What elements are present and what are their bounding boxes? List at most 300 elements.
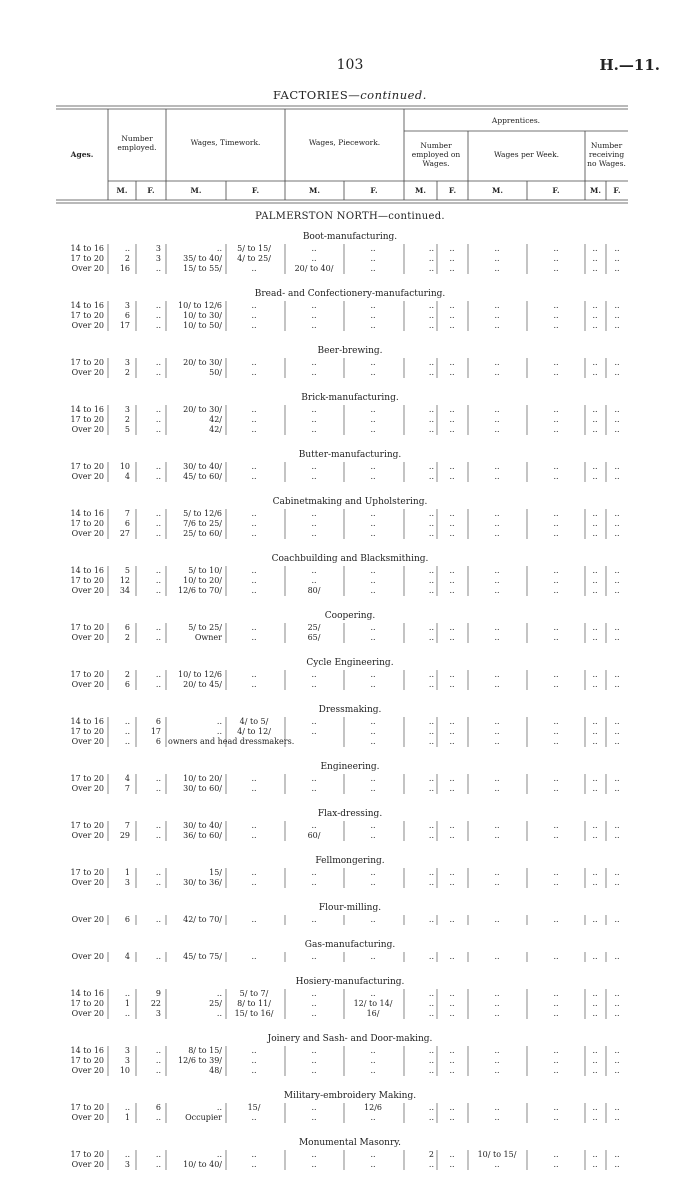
cell-tf: .. — [251, 878, 257, 887]
cell-af: .. — [449, 509, 455, 518]
cell-tf: .. — [251, 633, 257, 642]
cell-pm: .. — [311, 999, 317, 1008]
cell-am: .. — [428, 321, 434, 330]
cell-f: 3 — [155, 244, 161, 253]
cell-tm: 10/ to 12/6 — [178, 301, 222, 310]
cell-wf: .. — [553, 264, 559, 273]
cell-wf: .. — [553, 737, 559, 746]
cell-am: .. — [428, 821, 434, 830]
cell-wm: .. — [494, 368, 500, 377]
col-sub-f: F. — [448, 186, 457, 195]
cell-age: Over 20 — [71, 472, 104, 481]
cell-m: 34 — [119, 586, 130, 595]
cell-nf: .. — [614, 623, 620, 632]
col-sub-m: M. — [492, 186, 503, 195]
cell-nf: .. — [614, 680, 620, 689]
cell-af: .. — [449, 1009, 455, 1018]
cell-wf: .. — [553, 1046, 559, 1055]
cell-nf: .. — [614, 989, 620, 998]
cell-tm: 5/ to 10/ — [188, 566, 222, 575]
cell-f: 3 — [155, 254, 161, 263]
cell-wf: .. — [553, 784, 559, 793]
cell-af: .. — [449, 623, 455, 632]
cell-pf: .. — [370, 244, 376, 253]
cell-m: 2 — [124, 633, 130, 642]
cell-tm: 25/ to 60/ — [183, 529, 222, 538]
cell-wf: .. — [553, 1009, 559, 1018]
cell-pf: .. — [370, 1160, 376, 1169]
cell-am: .. — [428, 264, 434, 273]
cell-pf: .. — [370, 868, 376, 877]
table-row — [0, 633, 700, 643]
cell-am: .. — [428, 519, 434, 528]
cell-af: .. — [449, 878, 455, 887]
table-row — [0, 717, 700, 727]
table-row — [0, 1150, 700, 1160]
table-row — [0, 321, 700, 331]
cell-wf: .. — [553, 952, 559, 961]
cell-wf: .. — [553, 717, 559, 726]
section-title: Butter-manufacturing. — [298, 450, 402, 460]
cell-f: 9 — [155, 989, 161, 998]
cell-tm: .. — [216, 727, 222, 736]
cell-wm: .. — [494, 472, 500, 481]
cell-pm: .. — [311, 321, 317, 330]
cell-nf: .. — [614, 868, 620, 877]
cell-af: .. — [449, 831, 455, 840]
cell-wm: .. — [494, 509, 500, 518]
cell-nf: .. — [614, 462, 620, 471]
cell-af: .. — [449, 472, 455, 481]
cell-pf: .. — [370, 566, 376, 575]
cell-nm: .. — [592, 1103, 598, 1112]
cell-wm: .. — [494, 264, 500, 273]
cell-tf: .. — [251, 774, 257, 783]
cell-wf: .. — [553, 244, 559, 253]
table-row — [0, 509, 700, 519]
cell-af: .. — [449, 670, 455, 679]
cell-tm: 12/6 to 70/ — [178, 586, 222, 595]
cell-m: 3 — [124, 358, 130, 367]
cell-m: 5 — [124, 425, 130, 434]
cell-m: 10 — [119, 462, 130, 471]
table-row — [0, 1160, 700, 1170]
cell-nf: .. — [614, 878, 620, 887]
cell-pm: .. — [311, 415, 317, 424]
cell-age: Over 20 — [71, 1160, 104, 1169]
cell-f: 6 — [155, 1103, 161, 1112]
table-row — [0, 999, 700, 1009]
cell-nm: .. — [592, 405, 598, 414]
cell-am: .. — [428, 576, 434, 585]
cell-age: 17 to 20 — [70, 519, 104, 528]
cell-nm: .. — [592, 529, 598, 538]
cell-nm: .. — [592, 878, 598, 887]
cell-m: .. — [124, 1103, 130, 1112]
cell-af: .. — [449, 301, 455, 310]
cell-f: .. — [155, 1150, 161, 1159]
cell-tf: .. — [251, 415, 257, 424]
table-row — [0, 1046, 700, 1056]
cell-pf: .. — [370, 576, 376, 585]
cell-pf: 16/ — [366, 1009, 380, 1018]
cell-pm: .. — [311, 915, 317, 924]
cell-am: .. — [428, 717, 434, 726]
cell-tm: 5/ to 25/ — [188, 623, 222, 632]
cell-age: 17 to 20 — [70, 670, 104, 679]
cell-pf: .. — [370, 1066, 376, 1075]
cell-m: 1 — [124, 868, 130, 877]
cell-pm: .. — [311, 254, 317, 263]
cell-tm: .. — [216, 989, 222, 998]
table-row — [0, 952, 700, 962]
cell-am: .. — [428, 784, 434, 793]
cell-am: .. — [428, 989, 434, 998]
cell-am: .. — [428, 727, 434, 736]
section-title: Beer-brewing. — [317, 346, 383, 356]
table-row — [0, 915, 700, 925]
cell-pm: .. — [311, 878, 317, 887]
cell-f: 6 — [155, 717, 161, 726]
cell-wm: .. — [494, 1066, 500, 1075]
cell-nm: .. — [592, 999, 598, 1008]
section-title: Flour-milling. — [318, 903, 382, 913]
cell-nm: .. — [592, 737, 598, 746]
cell-nf: .. — [614, 529, 620, 538]
table-row — [0, 1066, 700, 1076]
section-title: Bread- and Confectionery-manufacturing. — [254, 289, 446, 299]
cell-wf: .. — [553, 915, 559, 924]
cell-nm: .. — [592, 623, 598, 632]
cell-nm: .. — [592, 254, 598, 263]
cell-tf: .. — [251, 586, 257, 595]
cell-nm: .. — [592, 1066, 598, 1075]
cell-tf: .. — [251, 519, 257, 528]
cell-tm: .. — [216, 1009, 222, 1018]
cell-wf: .. — [553, 680, 559, 689]
cell-tf: .. — [251, 264, 257, 273]
cell-nm: .. — [592, 244, 598, 253]
cell-nf: .. — [614, 358, 620, 367]
cell-pm: .. — [311, 425, 317, 434]
cell-pf: .. — [370, 680, 376, 689]
table-row — [0, 1009, 700, 1019]
cell-f: 17 — [150, 727, 161, 736]
cell-af: .. — [449, 264, 455, 273]
cell-tf: 5/ to 15/ — [237, 244, 271, 253]
cell-pf: .. — [370, 529, 376, 538]
cell-af: .. — [449, 989, 455, 998]
cell-m: 4 — [124, 774, 130, 783]
cell-age: 17 to 20 — [70, 821, 104, 830]
cell-pf: .. — [370, 952, 376, 961]
cell-tf: .. — [251, 301, 257, 310]
cell-age: 17 to 20 — [70, 774, 104, 783]
cell-f: .. — [155, 576, 161, 585]
cell-am: .. — [428, 509, 434, 518]
cell-pf: .. — [370, 358, 376, 367]
cell-f: .. — [155, 878, 161, 887]
cell-tf: .. — [251, 566, 257, 575]
cell-pm: .. — [311, 462, 317, 471]
cell-af: .. — [449, 1150, 455, 1159]
cell-wm: .. — [494, 1160, 500, 1169]
cell-af: .. — [449, 1103, 455, 1112]
cell-tf: .. — [251, 623, 257, 632]
cell-age: Over 20 — [71, 1066, 104, 1075]
cell-f: .. — [155, 566, 161, 575]
cell-pm: .. — [311, 1150, 317, 1159]
cell-age: 17 to 20 — [70, 868, 104, 877]
cell-nf: .. — [614, 952, 620, 961]
cell-nm: .. — [592, 462, 598, 471]
cell-f: .. — [155, 952, 161, 961]
cell-m: 3 — [124, 1160, 130, 1169]
cell-pm: .. — [311, 529, 317, 538]
cell-nm: .. — [592, 519, 598, 528]
section-title: Monumental Masonry. — [298, 1138, 402, 1148]
cell-am: .. — [428, 311, 434, 320]
cell-m: 7 — [124, 821, 130, 830]
cell-age: Over 20 — [71, 425, 104, 434]
cell-m: 3 — [124, 1046, 130, 1055]
cell-nf: .. — [614, 1056, 620, 1065]
cell-wf: .. — [553, 878, 559, 887]
cell-nm: .. — [592, 472, 598, 481]
section-title: Joinery and Sash- and Door-making. — [267, 1034, 433, 1044]
cell-am: .. — [428, 358, 434, 367]
table-row — [0, 264, 700, 274]
cell-wf: .. — [553, 462, 559, 471]
cell-age: 14 to 16 — [70, 405, 104, 414]
cell-wf: .. — [553, 1056, 559, 1065]
cell-pf: .. — [370, 1113, 376, 1122]
cell-wm: .. — [494, 821, 500, 830]
col-sub-f: F. — [251, 186, 260, 195]
cell-tm: 7/6 to 25/ — [183, 519, 222, 528]
cell-tm: 42/ to 70/ — [183, 915, 222, 924]
cell-nf: .. — [614, 301, 620, 310]
cell-wm: .. — [494, 462, 500, 471]
cell-wm: .. — [494, 358, 500, 367]
cell-f: .. — [155, 831, 161, 840]
cell-m: 17 — [119, 321, 130, 330]
cell-pf: .. — [370, 509, 376, 518]
cell-m: 6 — [124, 915, 130, 924]
cell-f: 6 — [155, 737, 161, 746]
cell-pm: .. — [311, 519, 317, 528]
cell-f: .. — [155, 472, 161, 481]
section-title: Flax-dressing. — [317, 809, 383, 819]
cell-age: 17 to 20 — [70, 623, 104, 632]
cell-pm: .. — [311, 1009, 317, 1018]
cell-af: .. — [449, 311, 455, 320]
cell-tf: 8/ to 11/ — [237, 999, 271, 1008]
cell-am: .. — [428, 254, 434, 263]
cell-m: 3 — [124, 405, 130, 414]
cell-wm: .. — [494, 633, 500, 642]
cell-wm: .. — [494, 727, 500, 736]
cell-wm: .. — [494, 717, 500, 726]
cell-am: 2 — [428, 1150, 434, 1159]
cell-nf: .. — [614, 519, 620, 528]
cell-nf: .. — [614, 727, 620, 736]
col-sub-f: F. — [147, 186, 155, 195]
cell-m: 6 — [124, 680, 130, 689]
cell-wm: .. — [494, 784, 500, 793]
cell-age: 17 to 20 — [70, 576, 104, 585]
cell-tm: Owner — [194, 633, 222, 642]
cell-tf: .. — [251, 311, 257, 320]
cell-pf: .. — [370, 415, 376, 424]
section-title: Cycle Engineering. — [306, 658, 394, 668]
cell-tm: 10/ to 50/ — [183, 321, 222, 330]
cell-nf: .. — [614, 311, 620, 320]
cell-wm: .. — [494, 670, 500, 679]
page-title: FACTORIES—continued. — [273, 88, 427, 102]
cell-m: 1 — [124, 1113, 130, 1122]
col-app-wages-week: Wages per Week. — [493, 150, 560, 159]
cell-f: .. — [155, 868, 161, 877]
cell-nf: .. — [614, 1066, 620, 1075]
document-code: H.—11. — [599, 56, 660, 74]
cell-tm: 42/ — [209, 425, 222, 434]
cell-age: Over 20 — [71, 321, 104, 330]
cell-m: .. — [124, 244, 130, 253]
cell-age: 17 to 20 — [70, 1056, 104, 1065]
cell-nm: .. — [592, 1056, 598, 1065]
cell-tm: .. — [216, 244, 222, 253]
cell-nm: .. — [592, 831, 598, 840]
col-sub-m: M. — [309, 186, 320, 195]
table-row — [0, 244, 700, 254]
table-row — [0, 1113, 700, 1123]
cell-nf: .. — [614, 244, 620, 253]
cell-nf: .. — [614, 472, 620, 481]
cell-tf: .. — [251, 831, 257, 840]
cell-af: .. — [449, 821, 455, 830]
cell-age: Over 20 — [71, 680, 104, 689]
cell-wf: .. — [553, 358, 559, 367]
cell-wm: .. — [494, 878, 500, 887]
cell-nf: .. — [614, 368, 620, 377]
cell-nf: .. — [614, 633, 620, 642]
table-row — [0, 301, 700, 311]
col-sub-f: F. — [370, 186, 378, 195]
cell-nm: .. — [592, 264, 598, 273]
cell-pf: .. — [370, 784, 376, 793]
cell-tm: 30/ to 40/ — [183, 462, 222, 471]
cell-tm: Occupier — [185, 1113, 222, 1122]
cell-tm: 25/ — [209, 999, 222, 1008]
cell-f: .. — [155, 1160, 161, 1169]
cell-f: .. — [155, 1046, 161, 1055]
cell-wf: .. — [553, 254, 559, 263]
col-sub-m: M. — [590, 186, 601, 195]
cell-m: 7 — [124, 784, 130, 793]
section-title: Dressmaking. — [318, 705, 382, 715]
cell-wm: .. — [494, 415, 500, 424]
cell-nm: .. — [592, 727, 598, 736]
cell-pm: .. — [311, 868, 317, 877]
cell-af: .. — [449, 1046, 455, 1055]
cell-age: 17 to 20 — [70, 727, 104, 736]
cell-af: .. — [449, 1160, 455, 1169]
section-title: Cabinetmaking and Upholstering. — [272, 497, 428, 507]
table-row — [0, 519, 700, 529]
cell-af: .. — [449, 529, 455, 538]
cell-f: .. — [155, 623, 161, 632]
cell-pm: .. — [311, 311, 317, 320]
table-row — [0, 868, 700, 878]
cell-pm: .. — [311, 1056, 317, 1065]
cell-tm: 10/ to 20/ — [183, 576, 222, 585]
cell-am: .. — [428, 301, 434, 310]
cell-m: 4 — [124, 952, 130, 961]
cell-nm: .. — [592, 425, 598, 434]
table-row — [0, 311, 700, 321]
cell-nm: .. — [592, 717, 598, 726]
table-row — [0, 623, 700, 633]
cell-wf: .. — [553, 472, 559, 481]
cell-pm: .. — [311, 1103, 317, 1112]
cell-nm: .. — [592, 821, 598, 830]
cell-nf: .. — [614, 831, 620, 840]
cell-tf: 4/ to 25/ — [237, 254, 271, 263]
cell-am: .. — [428, 831, 434, 840]
col-number-employed: Number employed. — [117, 134, 157, 152]
cell-nm: .. — [592, 368, 598, 377]
cell-wm: .. — [494, 680, 500, 689]
col-sub-m: M. — [116, 186, 128, 195]
cell-nf: .. — [614, 1009, 620, 1018]
cell-m: 6 — [124, 623, 130, 632]
cell-pm: .. — [311, 566, 317, 575]
cell-age: Over 20 — [71, 915, 104, 924]
cell-am: .. — [428, 623, 434, 632]
cell-tm: 20/ to 45/ — [183, 680, 222, 689]
section-title: Brick-manufacturing. — [301, 393, 399, 403]
cell-nf: .. — [614, 821, 620, 830]
cell-nm: .. — [592, 1150, 598, 1159]
cell-tm: 5/ to 12/6 — [183, 509, 222, 518]
col-app-no-wages: Number receiving no Wages. — [587, 141, 626, 168]
cell-nm: .. — [592, 670, 598, 679]
cell-nf: .. — [614, 425, 620, 434]
cell-pf: .. — [370, 301, 376, 310]
cell-pf: .. — [370, 670, 376, 679]
cell-am: .. — [428, 1113, 434, 1122]
cell-tf: .. — [251, 576, 257, 585]
cell-f: .. — [155, 405, 161, 414]
cell-tf: .. — [251, 784, 257, 793]
cell-age: 17 to 20 — [70, 311, 104, 320]
cell-af: .. — [449, 868, 455, 877]
cell-f: .. — [155, 415, 161, 424]
cell-wf: .. — [553, 989, 559, 998]
cell-pm: 20/ to 40/ — [294, 264, 334, 273]
cell-pm: 65/ — [307, 633, 321, 642]
cell-tf: .. — [251, 358, 257, 367]
cell-am: .. — [428, 737, 434, 746]
cell-tm: .. — [216, 1150, 222, 1159]
cell-af: .. — [449, 1056, 455, 1065]
cell-tf: 5/ to 7/ — [239, 989, 269, 998]
cell-tm: 30/ to 36/ — [183, 878, 222, 887]
cell-pm: .. — [311, 472, 317, 481]
cell-af: .. — [449, 727, 455, 736]
cell-af: .. — [449, 717, 455, 726]
